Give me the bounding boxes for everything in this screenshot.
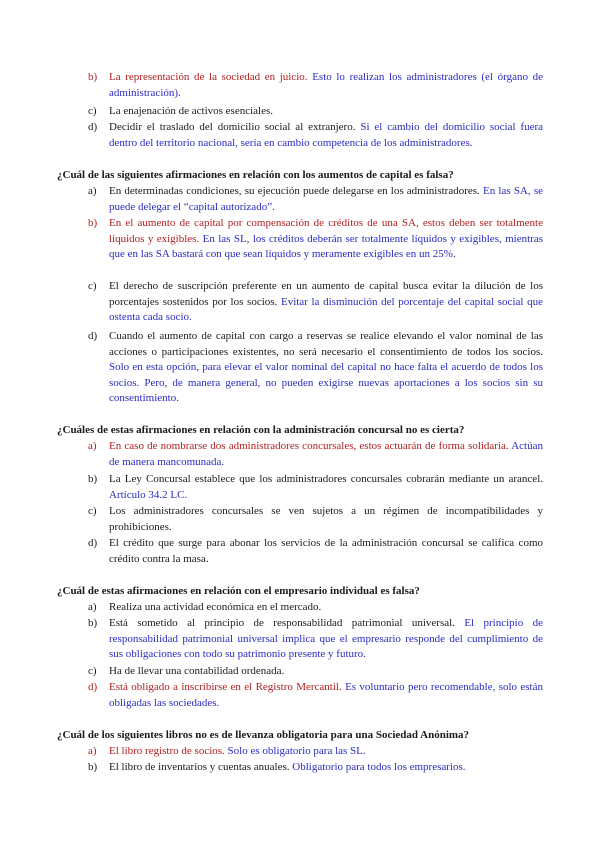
answer-letter: d) [88, 121, 98, 133]
answer-note: Esto lo realizan los administradores (el órgano de administración). [109, 71, 543, 99]
answer-letter: c) [88, 505, 97, 517]
answer-1-2 [88, 279, 543, 326]
answer-2-2 [88, 504, 543, 535]
answer-letter: d) [88, 330, 98, 342]
question-title: ¿Cuál de los siguientes libros no es de llevanza obligatoria para una Sociedad Anónima? [57, 729, 470, 741]
answer-letter: b) [88, 71, 98, 83]
answer-text: Está sometido al principio de responsabilidad patrimonial universal. [109, 617, 465, 629]
answer-3-1 [88, 616, 543, 663]
answer-3-0 [88, 600, 543, 616]
answer-note: El principio de responsabilidad patrimonial universal implica que el empresario responde del cumplimiento de sus obligaciones con todo su patrimonio presente y futuro. [109, 617, 543, 661]
answer-text: El libro de inventarios y cuentas anuales. [109, 761, 293, 773]
answer-text: Decidir el traslado del domicilio social al extranjero. [109, 121, 361, 133]
answer-letter: a) [88, 440, 97, 452]
answer-note: Solo en esta opción, para elevar el valor nominal del capital no hace falta el acuerdo de todos los socios. Pero, de manera general, no pueden exigirse nuevas aportaciones a los socios sin su consentimiento. [109, 361, 543, 405]
answer-note: Artículo 34.2 LC. [109, 488, 188, 501]
answer-text: En determinadas condiciones, su ejecución puede delegarse en los administradores. [109, 185, 483, 197]
answer-text: La enajenación de activos esenciales. [109, 105, 274, 117]
answer-letter: b) [88, 473, 98, 485]
answer-text: El libro registro de socios. [109, 745, 228, 757]
answer-text: Los administradores concursales se ven sujetos a un régimen de incompatibilidades y prohibiciones. [109, 505, 543, 533]
answer-letter: d) [88, 537, 98, 549]
answer-text: Ha de llevar una contabilidad ordenada. [109, 665, 285, 677]
answer-letter: b) [88, 217, 98, 229]
answer-letter: a) [88, 185, 97, 197]
answer-letter: a) [88, 745, 97, 757]
answer-4-1 [88, 760, 543, 776]
answer-note: Evitar la disminución del porcentaje del capital social que ostenta cada socio. [109, 295, 543, 324]
question-title: ¿Cuál de las siguientes afirmaciones en relación con los aumentos de capital es falsa? [57, 169, 454, 181]
answer-text: En caso de nombrarse dos administradores concursales, estos actuarán de forma solidaria. [109, 440, 512, 452]
answer-text: En el aumento de capital por compensación de créditos de una SA, estos deben ser totalmente líquidos y exigibles. [109, 217, 543, 245]
answer-letter: b) [88, 617, 98, 629]
answer-letter: c) [88, 665, 97, 677]
answer-4-0 [88, 744, 543, 760]
answer-1-0 [88, 184, 543, 215]
answer-note: Obligatorio para todos los empresarios. [292, 761, 466, 773]
answer-2-1 [88, 472, 543, 503]
answer-note: En las SL, los créditos deberán ser totalmente líquidos y exigibles, mientras que en las SA bastará con que sean líquidos y meramente exigibles en un 25%. [109, 232, 543, 261]
answer-text: El crédito que surge para abonar los servicios de la administración concursal se califica como crédito contra la masa. [109, 537, 543, 565]
answer-note: Si el cambio del domicilio social fuera dentro del territorio nacional, sería en cambio competencia de los administradores. [109, 121, 544, 149]
answer-note: Es voluntario pero recomendable, solo están obligadas las sociedades. [109, 681, 543, 709]
answer-2-0 [88, 439, 543, 470]
answer-text: Realiza una actividad económica en el mercado. [109, 601, 322, 613]
answer-note: Actúan de manera mancomunada. [109, 440, 543, 468]
answer-0-0 [88, 70, 543, 101]
question-title: ¿Cuáles de estas afirmaciones en relación con la administración concursal no es cierta? [57, 424, 465, 436]
answer-3-2 [88, 664, 543, 680]
answer-letter: d) [88, 681, 98, 693]
answer-text: La Ley Concursal establece que los administradores concursales cobrarán mediante un arancel. [109, 473, 543, 485]
answer-text: La representación de la sociedad en juicio. [109, 71, 313, 83]
answer-text: Está obligado a inscribirse en el Registro Mercantil. [109, 681, 346, 693]
answer-3-3 [88, 680, 543, 711]
answer-1-1 [88, 216, 543, 263]
question-title: ¿Cuál de estas afirmaciones en relación con el empresario individual es falsa? [57, 585, 420, 597]
answer-2-3 [88, 536, 543, 567]
answer-1-3 [88, 329, 543, 407]
answer-letter: a) [88, 601, 97, 613]
answer-0-1 [88, 104, 543, 120]
answer-text: El derecho de suscripción preferente en un aumento de capital busca evitar la dilución de los porcentajes sostenidos por los socios. [109, 280, 543, 308]
answer-note: Solo es obligatorio para las SL. [227, 745, 366, 757]
answer-note: En las SA, se puede delegar el “capital autorizado”. [109, 185, 543, 213]
answer-letter: c) [88, 280, 97, 292]
answer-letter: b) [88, 761, 98, 773]
answer-letter: c) [88, 105, 97, 117]
answer-0-2 [88, 120, 543, 151]
answer-text: Cuando el aumento de capital con cargo a reservas se realice elevando el valor nominal de las acciones o participaciones existentes, no será necesario el consentimiento de todos los socios. [109, 330, 543, 358]
